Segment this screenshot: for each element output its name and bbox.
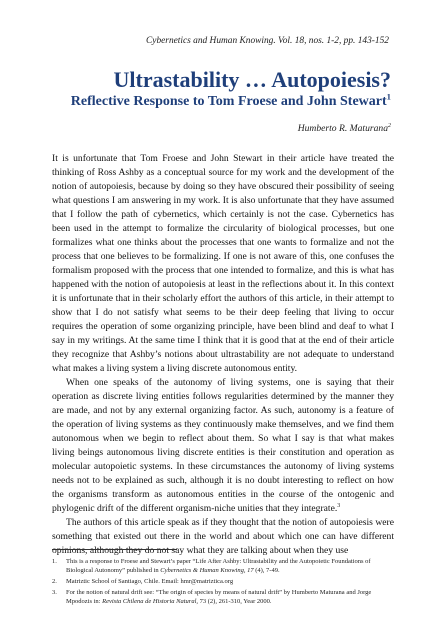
footnote-text — [66, 557, 394, 575]
footnote-ref-3[interactable]: 3 — [337, 502, 341, 509]
footnotes — [52, 557, 394, 608]
footnote-citation: This is a response to Froese and Stewart’s paper “Life After Ashby: Ultrastability and the Autopoietic Foundations of Biological Autonomy” published in — [66, 558, 371, 574]
article-subtitle — [70, 91, 391, 110]
footnote-ref-2[interactable]: 2 — [388, 122, 391, 129]
footnote-3 — [52, 588, 394, 606]
footnote-citation-end: 73 (2), 261-310, Year 2000. — [198, 598, 272, 605]
footnote-1 — [52, 557, 394, 575]
footnote-number: 1. — [52, 558, 57, 565]
article-body — [52, 152, 394, 558]
footnote-citation: For the notion of natural drift see: “The origin of species by means of natural drift” by Humberto Maturana and Jorge Mpodozis in: — [66, 589, 372, 605]
footnote-number: 3. — [52, 589, 57, 596]
paragraph: It is unfortunate that Tom Froese and John Stewart in their article have treated the thinking of Ross Ashby as a conceptual source for my work and the development of the notion of autopoiesis, because by doing so they have obscured their possibility of seeing what questions I am answering in my work. It is also unfortunate that they have assumed that I follow the path of cybernetics, which certainly is not the case. Cybernetics has been used in the attempt to formalize the circularity of biological processes, but one formalizes what one thinks about the processes that one wants to formalize and not the process that one believes to be formalizing. If one is not aware of this, one confuses the formalism proposed with the process that one intended to formalize, and this is what has happened with the notion of autopoiesis at least in the reflections about it. In this context it is unfortunate that in their scholarly effort the authors of this article, in their attempt to show that I do not satisfy what seems to be their deep feeling that living to occur requires the operation of some organizing principle, have been blind and deaf to what I say in my writings. At the same time I think that it is good that at the end of their article they recognize that Ashby’s notions about ultrastability are not adequate to understand what makes a living system a living discrete autonomous entity. — [52, 153, 394, 374]
running-head: Cybernetics and Human Knowing. Vol. 18, nos. 1-2, pp. 143-152 — [146, 36, 389, 46]
author-name: Humberto R. Maturana — [297, 123, 389, 134]
paragraph: The authors of this article speak as if they thought that the notion of autopoiesis were something that existed out there in the world and about which one can have different opinions, although they do not say what they are talking about when they use — [52, 517, 394, 556]
paragraph-text: When one speaks of the autonomy of living systems, one is saying that their operation as discrete living entities follows regularities determined by the manner they are made, and not by any external organizing factor. As such, autonomy is a feature of the operation of living systems as they continuously make themselves, and we find them autonomous when we begin to reflect about them. So what I say is that what makes living beings autonomous living discrete entities is their constitution and operation as molecular autopoietic systems. In these circumstances the autonomy of living systems needs not to be explained as such, although it is no doubt interesting to reflect on how the organisms transform as autonomous entities in the course of the ontogenic and phylogenic drift of the different organism-niche unities that they integrate. — [52, 377, 394, 514]
footnote-number: 2. — [52, 578, 57, 585]
footnote-2 — [52, 577, 394, 586]
footnote-text — [66, 588, 394, 606]
author-byline — [298, 123, 391, 134]
subtitle-text: Reflective Response to Tom Froese and John Stewart — [70, 94, 387, 109]
journal-name: Cybernetics & Human Knowing, 17 — [160, 567, 254, 574]
paragraph — [52, 376, 394, 516]
footnote-divider — [52, 549, 177, 550]
article-title: Ultrastability … Autopoiesis? — [113, 67, 391, 92]
journal-name: Revista Chilena de Historia Natural, — [102, 598, 198, 605]
footnote-text: Matriztic School of Santiago, Chile. Email: hmr@matriztica.org — [66, 578, 234, 585]
footnote-citation-end: (4), 7-49. — [253, 567, 280, 574]
footnote-ref-1[interactable]: 1 — [386, 91, 391, 102]
